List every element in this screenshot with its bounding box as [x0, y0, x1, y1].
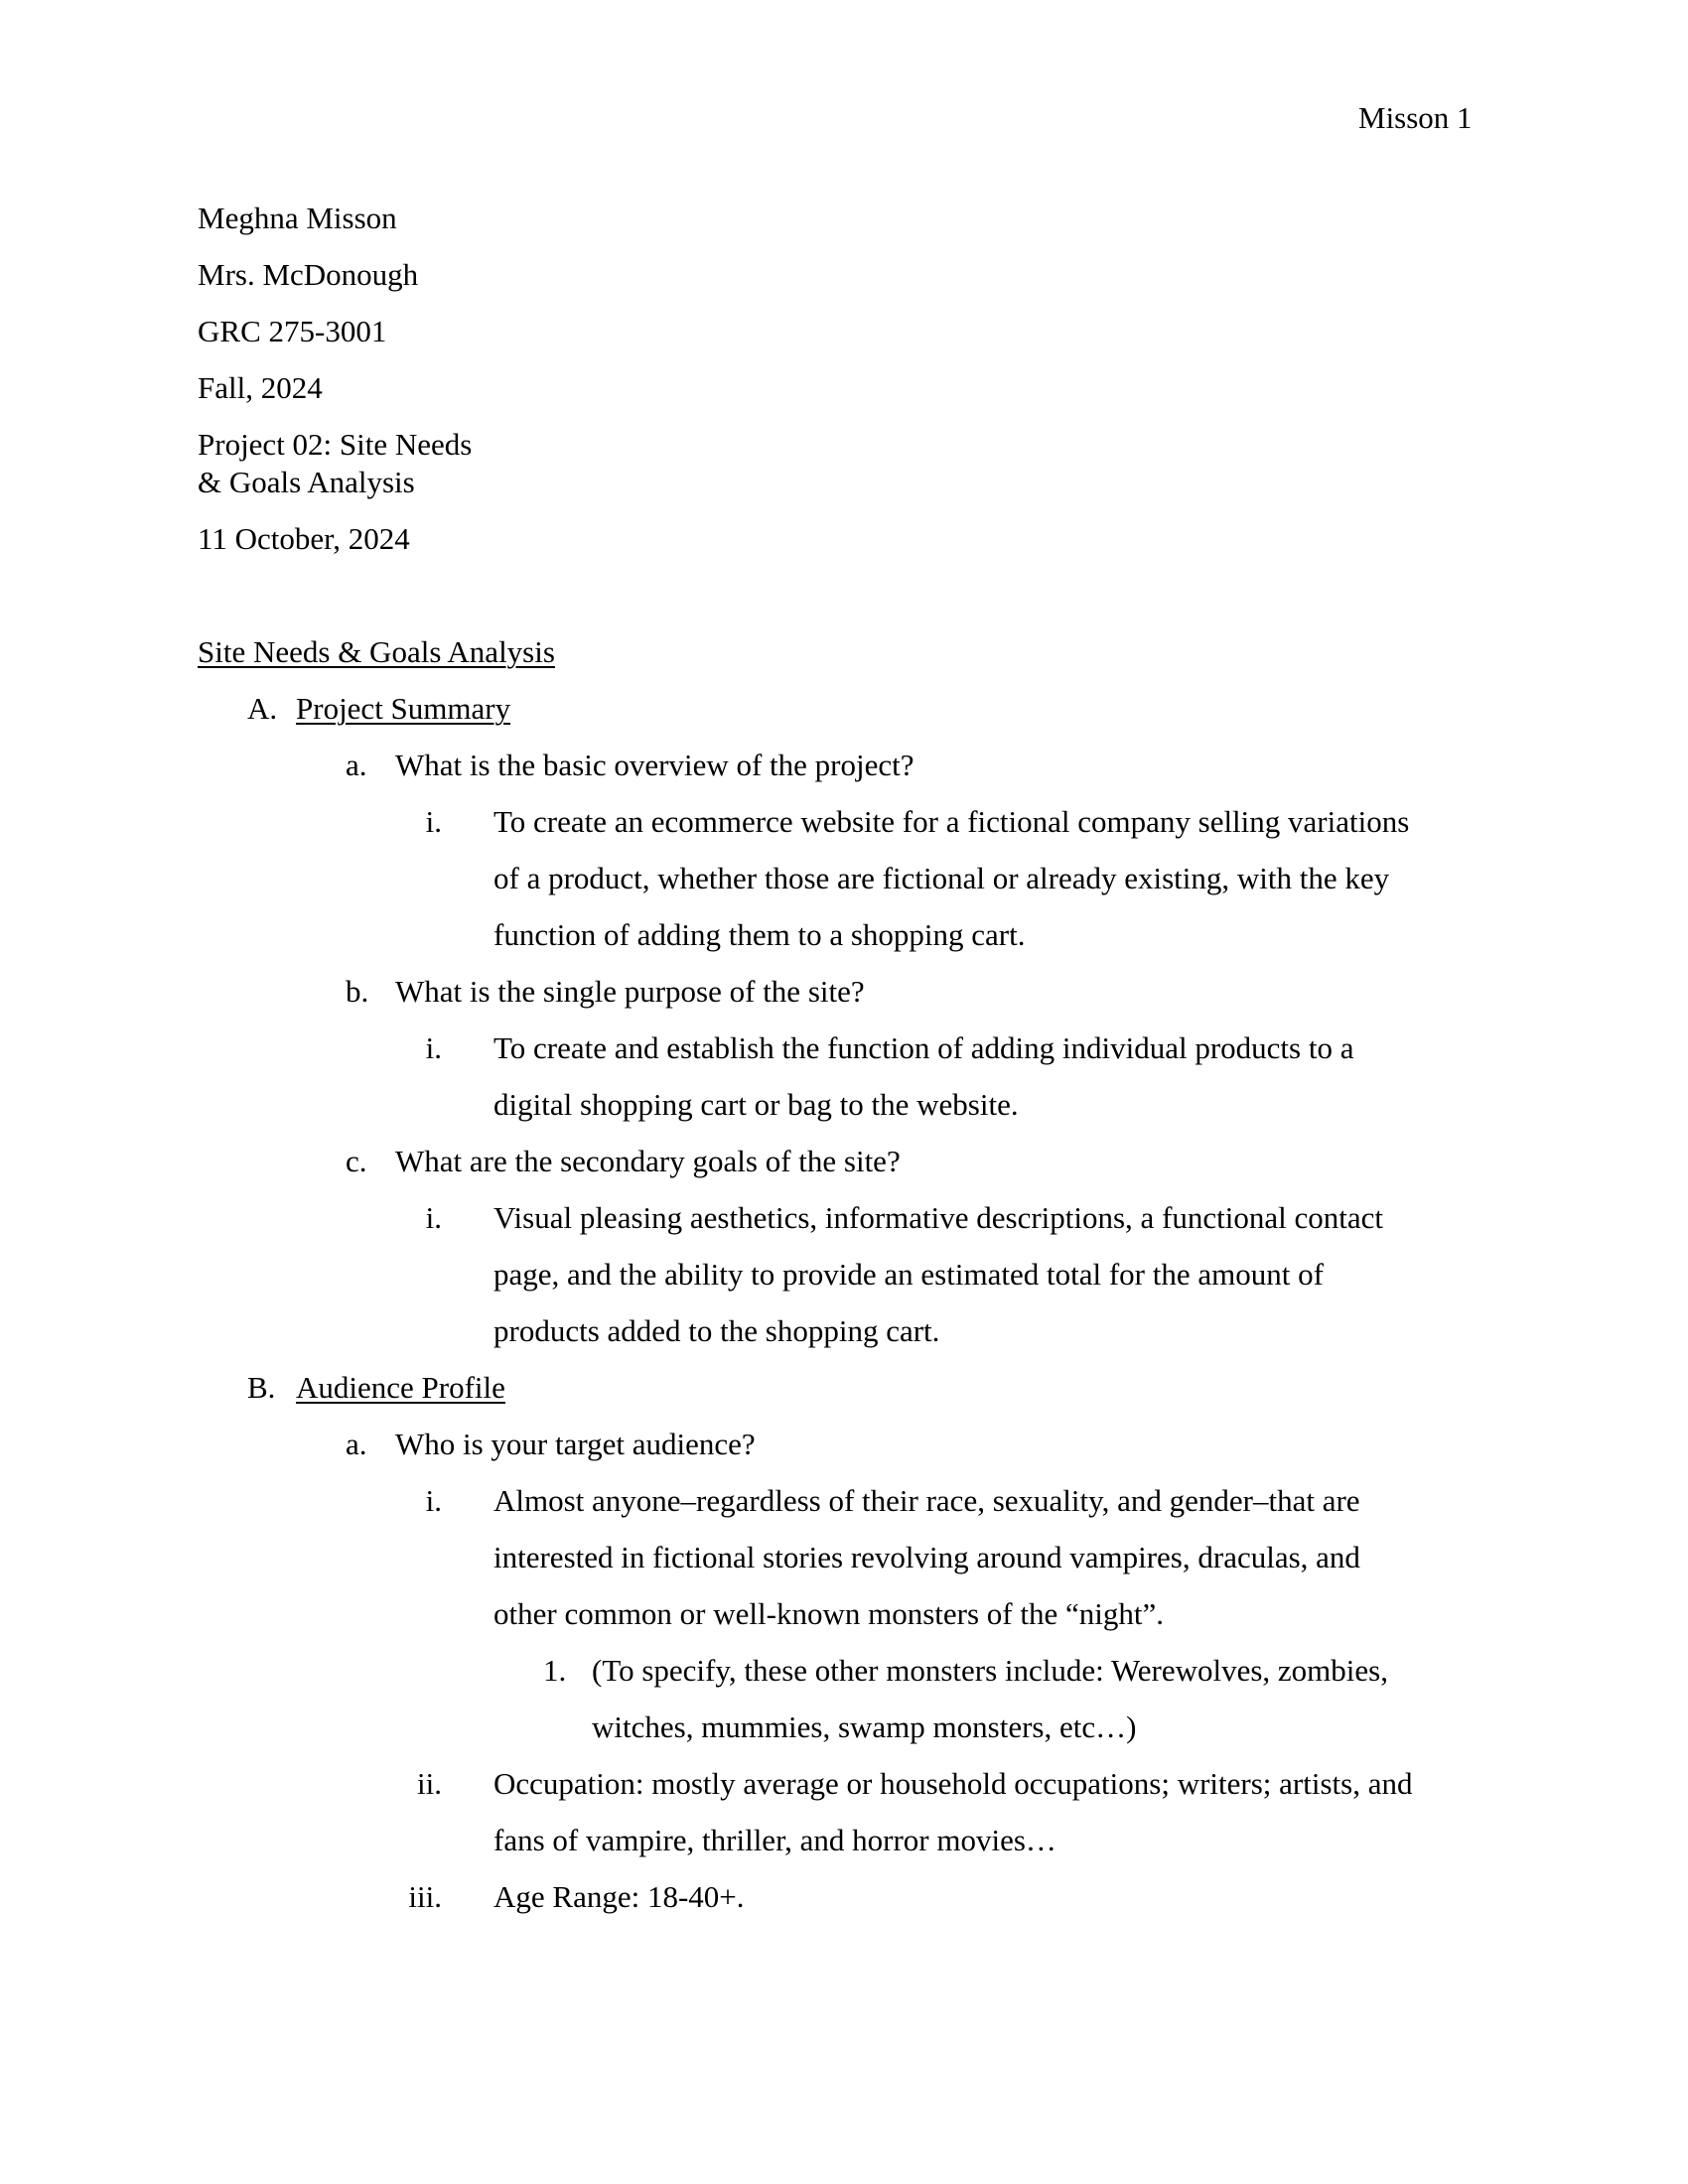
question-text: Who is your target audience?: [395, 1427, 756, 1461]
section-heading-project-summary: Project Summary: [296, 691, 511, 726]
running-head: Misson 1: [1358, 100, 1473, 135]
answer-line: Occupation: mostly average or household occupations; writers; artists, and: [493, 1766, 1413, 1801]
answer-marker: i.: [425, 1200, 442, 1235]
answer-line: digital shopping cart or bag to the website.: [493, 1087, 1019, 1122]
answer-line: page, and the ability to provide an estimated total for the amount of: [493, 1257, 1324, 1292]
sub-item-line: witches, mummies, swamp monsters, etc…): [592, 1709, 1137, 1744]
answer-line: fans of vampire, thriller, and horror movies…: [493, 1823, 1056, 1857]
answer-line: interested in fictional stories revolving around vampires, draculas, and: [493, 1540, 1360, 1574]
answer-line: products added to the shopping cart.: [493, 1313, 940, 1348]
document-title: Site Needs & Goals Analysis: [198, 634, 555, 669]
section-marker-a: A.: [247, 691, 278, 726]
answer-line: To create and establish the function of adding individual products to a: [493, 1030, 1354, 1065]
answer-line: function of adding them to a shopping cart.: [493, 917, 1026, 952]
instructor-name: Mrs. McDonough: [198, 257, 419, 292]
question-text: What is the single purpose of the site?: [395, 974, 865, 1009]
answer-marker: i.: [425, 804, 442, 839]
section-heading-audience-profile: Audience Profile: [296, 1370, 505, 1405]
answer-marker: ii.: [417, 1766, 442, 1801]
section-marker-b: B.: [247, 1370, 276, 1405]
answer-marker: i.: [425, 1030, 442, 1065]
answer-line: of a product, whether those are fictional or already existing, with the key: [493, 861, 1390, 895]
question-marker: c.: [346, 1144, 367, 1178]
project-title-line-2: & Goals Analysis: [198, 465, 415, 499]
sub-item-marker: 1.: [543, 1653, 567, 1688]
term: Fall, 2024: [198, 370, 323, 405]
document-date: 11 October, 2024: [198, 521, 410, 556]
question-marker: a.: [346, 1427, 367, 1461]
question-text: What is the basic overview of the project?: [395, 748, 914, 782]
answer-line: other common or well-known monsters of the “night”.: [493, 1596, 1164, 1631]
student-name: Meghna Misson: [198, 201, 397, 235]
answer-marker: iii.: [408, 1879, 442, 1914]
sub-item-line: (To specify, these other monsters include: Werewolves, zombies,: [592, 1653, 1388, 1688]
answer-line: Visual pleasing aesthetics, informative descriptions, a functional contact: [493, 1200, 1384, 1235]
course-code: GRC 275-3001: [198, 314, 387, 348]
answer-line: To create an ecommerce website for a fictional company selling variations: [493, 804, 1410, 839]
project-title-line-1: Project 02: Site Needs: [198, 427, 473, 462]
answer-marker: i.: [425, 1483, 442, 1518]
question-marker: a.: [346, 748, 367, 782]
question-text: What are the secondary goals of the site?: [395, 1144, 901, 1178]
question-marker: b.: [346, 974, 369, 1009]
answer-line: Almost anyone–regardless of their race, sexuality, and gender–that are: [493, 1483, 1360, 1518]
answer-line: Age Range: 18-40+.: [493, 1879, 745, 1914]
